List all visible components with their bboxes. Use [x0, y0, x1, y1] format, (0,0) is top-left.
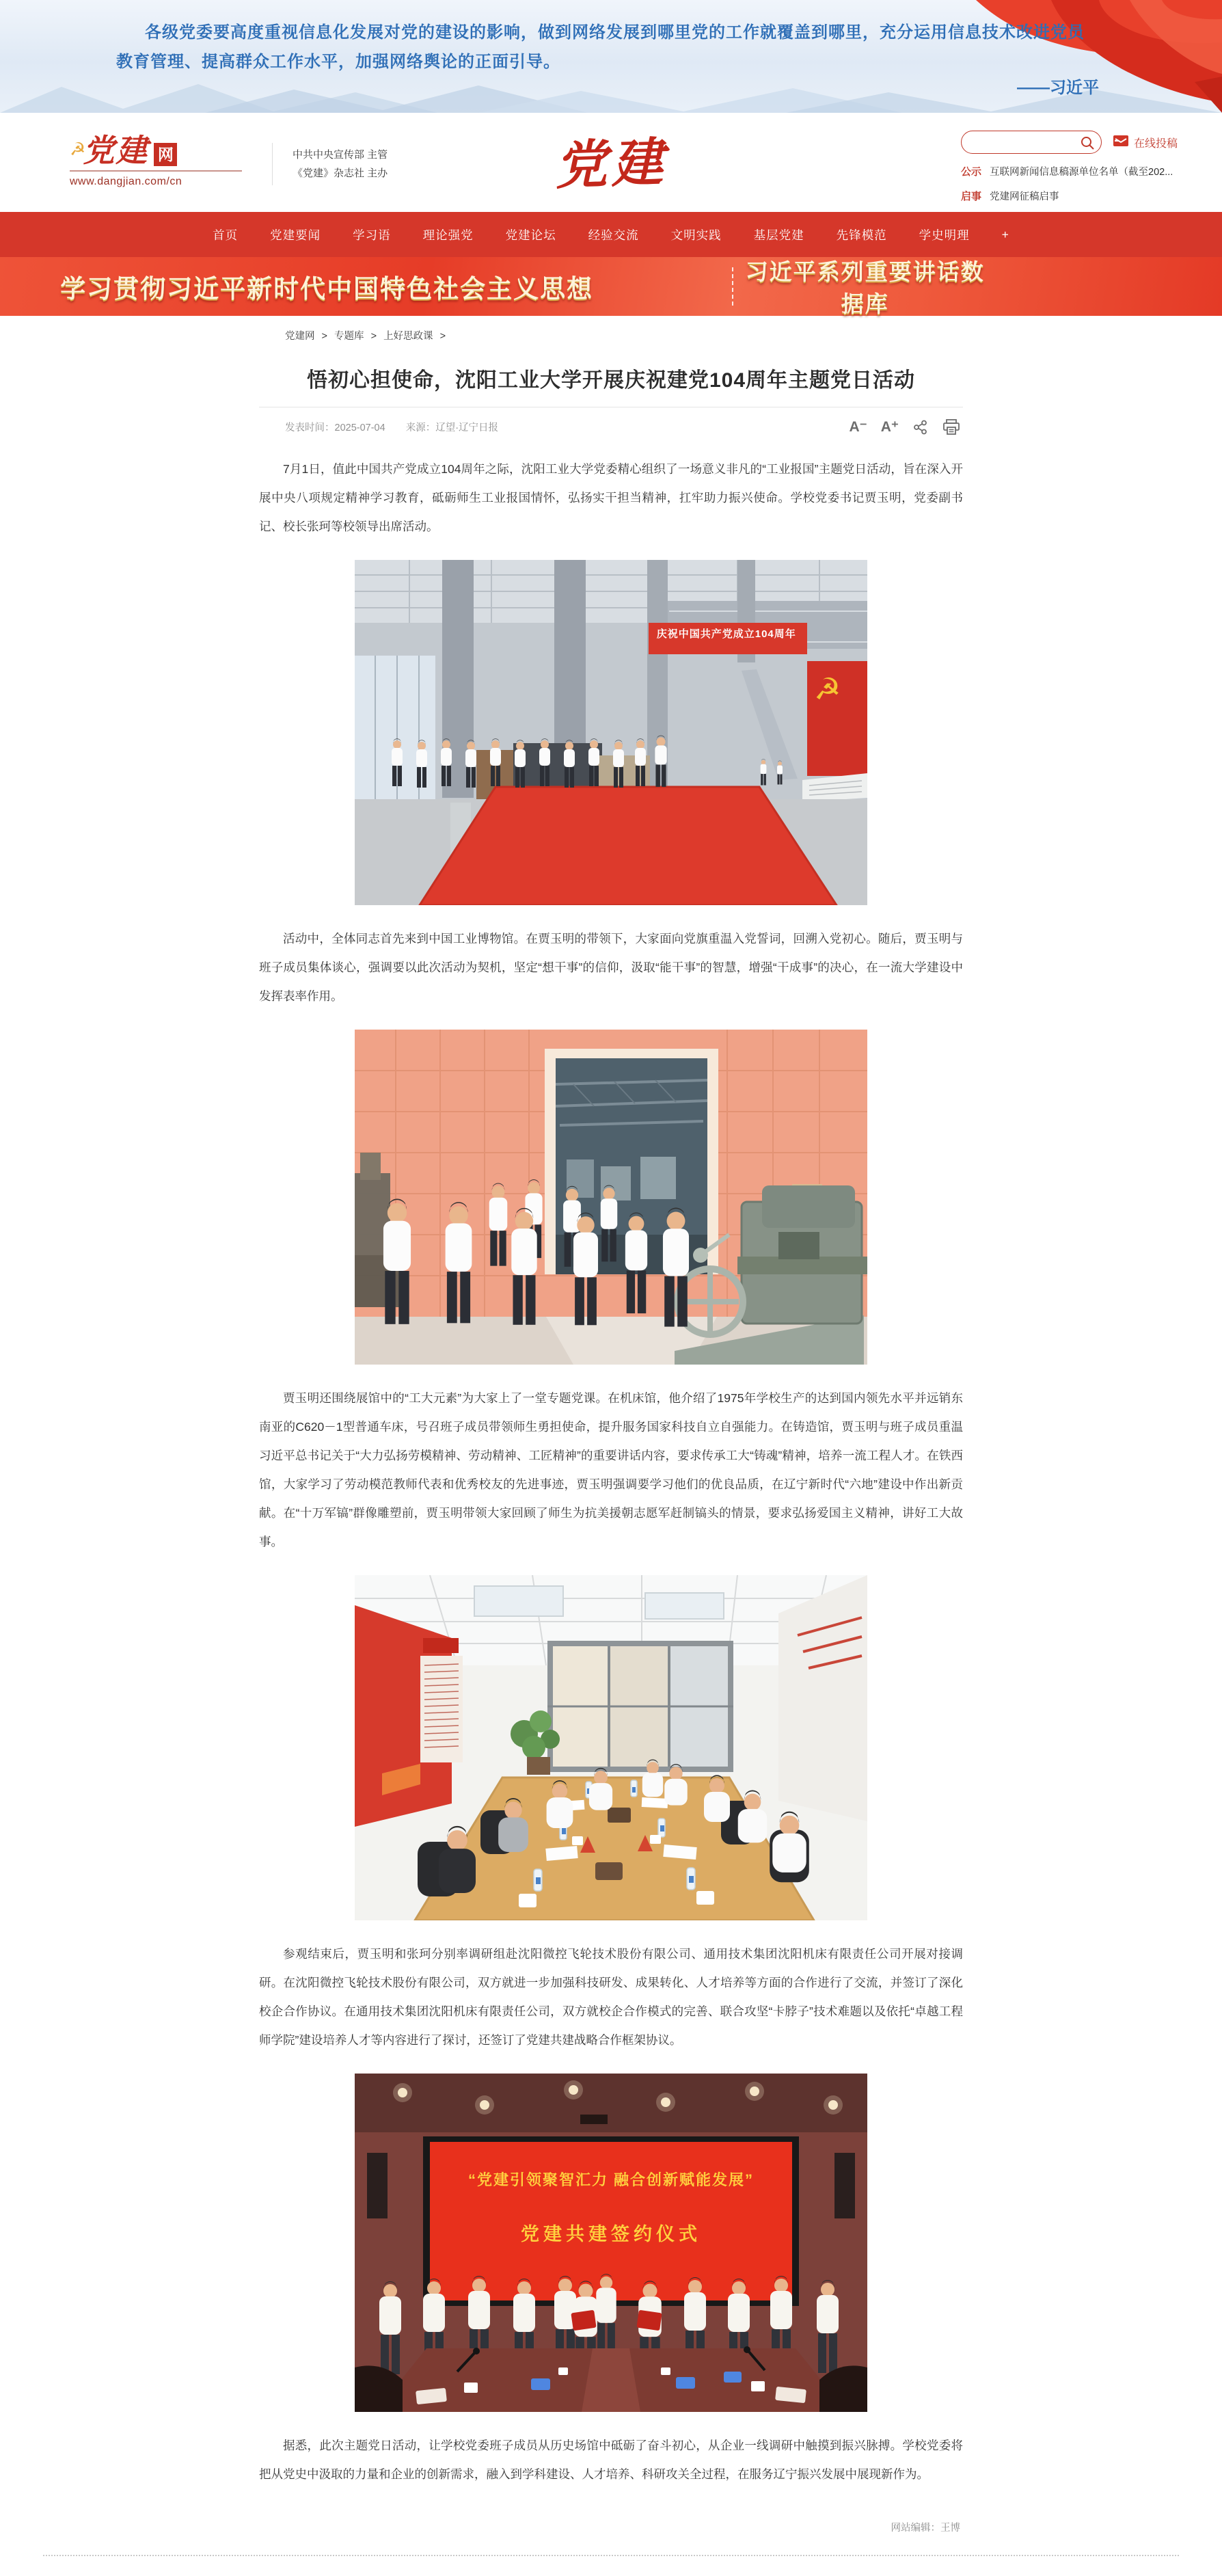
article-photo-oath-ceremony — [355, 560, 867, 905]
nav-item-civilization[interactable]: 文明实践 — [670, 228, 722, 242]
photo4-screen-title: 党建共建签约仪式 — [521, 2223, 701, 2244]
breadcrumb-topics[interactable]: 专题库 — [334, 331, 364, 342]
search-input[interactable] — [971, 133, 1077, 151]
promo-banner-right[interactable] — [733, 254, 1222, 319]
publish-time: 发表时间：2025-07-04 — [285, 422, 385, 433]
promo-banner-left[interactable] — [0, 268, 732, 305]
hammer-sickle-icon: ☭ — [70, 139, 86, 160]
notice-row-1[interactable] — [961, 164, 1186, 178]
article-meta-row — [259, 407, 963, 437]
logo-script-text: 党建 — [83, 132, 149, 169]
article-source: 来源：辽望·辽宁日报 — [405, 422, 499, 433]
online-submit-label: 在线投稿 — [1134, 137, 1178, 150]
article-photo-signing-ceremony — [355, 2074, 867, 2412]
nav-item-forum[interactable]: 党建论坛 — [505, 228, 556, 242]
nav-item-party-news[interactable]: 党建要闻 — [270, 228, 321, 242]
breadcrumb-section[interactable]: 上好思政课 — [383, 331, 433, 342]
paragraph-1: 7月1日，值此中国共产党成立104周年之际，沈阳工业大学党委精心组织了一场意义非凡的“工业报国”主题党日活动，旨在深入开展中央八项规定精神学习教育，砥砺师生工业报国情怀，弘扬实干担当精神，扛牢助力振兴使命。学校党委书记贾玉明，党委副书记、校长张珂等校领导出席活动。 — [259, 462, 963, 533]
article-photo-machine-hall — [355, 1030, 867, 1365]
photo1-scene — [355, 560, 867, 905]
logo-net-box: 网 — [154, 143, 177, 166]
paragraph-4: 参观结束后，贾玉明和张珂分别率调研组赴沈阳微控飞轮技术股份有限公司、通用技术集团沈阳机床有限责任公司开展对接调研。在沈阳微控飞轮技术股份有限公司，双方就进一步加强科技研发、成果转化、人才培养等方面的合作进行了交流，并签订了深化校企合作协议。在通用技术集团沈阳机床有限责任公司，双方就校企合作模式的完善、联合攻坚“卡脖子”技术难题以及依托“卓越工程师学院”建设培养人才等内容进行了探讨，还签订了党建共建战略合作框架协议。 — [259, 1947, 963, 2047]
site-url: www.dangjian.com/cn — [70, 176, 182, 187]
leader-quote: 各级党委要高度重视信息化发展对党的建设的影响，做到网络发展到哪里党的工作就覆盖到哪里，充分运用信息技术改进党员教育管理、提高群众工作水平，加强网络舆论的正面引导。 — [116, 23, 1085, 71]
search-box[interactable] — [961, 131, 1102, 154]
nav-item-experience[interactable]: 经验交流 — [588, 228, 639, 242]
bottom-divider — [43, 2555, 1179, 2556]
online-submit-link[interactable] — [1113, 135, 1178, 150]
nav-item-home[interactable]: 首页 — [213, 228, 239, 242]
font-larger-button[interactable]: A⁺ — [880, 419, 899, 435]
paragraph-2: 活动中，全体同志首先来到中国工业博物馆。在贾玉明的带领下，大家面向党旗重温入党誓词，回溯入党初心。随后，贾玉明与班子成员集体谈心，强调要以此次活动为契机，坚定“想干事”的信仰，汲取“能干事”的智慧，增强“干成事”的决心，在一流大学建设中发挥表率作用。 — [259, 932, 963, 1003]
breadcrumb-separator: > — [321, 331, 327, 342]
article-title: 悟初心担使命，沈阳工业大学开展庆祝建党104周年主题党日活动 — [306, 369, 916, 392]
sponsor-line-2: 《党建》杂志社 主办 — [293, 167, 388, 179]
search-icon[interactable] — [1080, 135, 1095, 150]
notice-row-2[interactable] — [961, 189, 1186, 203]
notice1-tag: 公示 — [961, 166, 982, 178]
site-editor: 网站编辑：王博 — [891, 2523, 960, 2534]
breadcrumb — [259, 324, 963, 343]
page-content — [0, 316, 1222, 2576]
promo-right-text: 习近平系列重要讲话数据库 — [745, 259, 985, 317]
photo1-banner-text: 庆祝中国共产党成立104周年 — [656, 628, 796, 640]
paragraph-5: 据悉，此次主题党日活动，让学校党委班子成员从历史场馆中砥砺了奋斗初心，从企业一线调研中触摸到振兴脉搏。学校党委将把从党史中汲取的力量和企业的创新需求，融入到学科建设、人才培养、科研攻关全过程，在服务辽宁振兴发展中展现新作为。 — [259, 2439, 963, 2481]
nav-item-study[interactable]: 学习语 — [353, 228, 391, 242]
nav-item-more[interactable]: + — [1001, 227, 1009, 241]
nav-item-grassroots[interactable]: 基层党建 — [753, 228, 804, 242]
photo4-screen-slogan: “党建引领聚智汇力 融合创新赋能发展” — [467, 2171, 755, 2188]
article-photo-meeting-room — [355, 1575, 867, 1920]
photo2-scene — [355, 1030, 867, 1365]
breadcrumb-home[interactable]: 党建网 — [285, 331, 315, 342]
sponsor-line-1: 中共中央宣传部 主管 — [293, 149, 388, 161]
nav-item-pioneer[interactable]: 先锋模范 — [836, 228, 887, 242]
promo-left-text: 学习贯彻习近平新时代中国特色社会主义思想 — [60, 275, 594, 303]
share-icon[interactable] — [912, 419, 929, 435]
notice1-text: 互联网新闻信息稿源单位名单（截至202... — [990, 167, 1173, 178]
paragraph-3: 贾玉明还围绕展馆中的“工大元素”为大家上了一堂专题党课。在机床馆，他介绍了1975年学校生产的达到国内领先水平并远销东南亚的C620－1型普通车床，号召班子成员带领师生勇担使命，提升服务国家科技自立自强能力。在铸造馆，贾玉明与班子成员重温习近平总书记关于“大力弘扬劳模精神、劳动精神、工匠精神”的重要讲话内容，要求传承工大“铸魂”精神，培养一流工程人才。在铁西馆，大家学习了劳动模范教师代表和优秀校友的先进事迹，贾玉明强调要学习他们的优良品质，在辽宁新时代“六地”建设中作出新贡献。在“十万军镐”群像雕塑前，贾玉明带领大家回顾了师生为抗美援朝志愿军赶制镐头的情景，要求弘扬爱国主义精神，讲好工大故事。 — [259, 1391, 963, 1548]
photo3-scene — [355, 1575, 867, 1920]
notice2-text: 党建网征稿启事 — [990, 191, 1059, 202]
quote-attribution: ——习近平 — [1017, 79, 1099, 97]
nav-item-history[interactable]: 学史明理 — [919, 228, 970, 242]
promo-banner — [0, 257, 1222, 316]
header-right-tools — [961, 131, 1186, 203]
main-navigation — [0, 212, 1222, 257]
center-calligraphy-logo: 党建 — [554, 131, 668, 196]
breadcrumb-separator: > — [439, 331, 446, 342]
quote-banner — [0, 0, 1222, 113]
font-smaller-button[interactable]: A⁻ — [849, 419, 867, 435]
breadcrumb-separator: > — [370, 331, 377, 342]
envelope-icon — [1113, 135, 1129, 150]
print-icon[interactable] — [942, 419, 960, 435]
site-header — [0, 113, 1222, 212]
svg-text:☭: ☭ — [814, 672, 841, 707]
article-body — [259, 455, 963, 2488]
nav-item-theory[interactable]: 理论强党 — [422, 228, 474, 242]
notice2-tag: 启事 — [961, 191, 982, 202]
